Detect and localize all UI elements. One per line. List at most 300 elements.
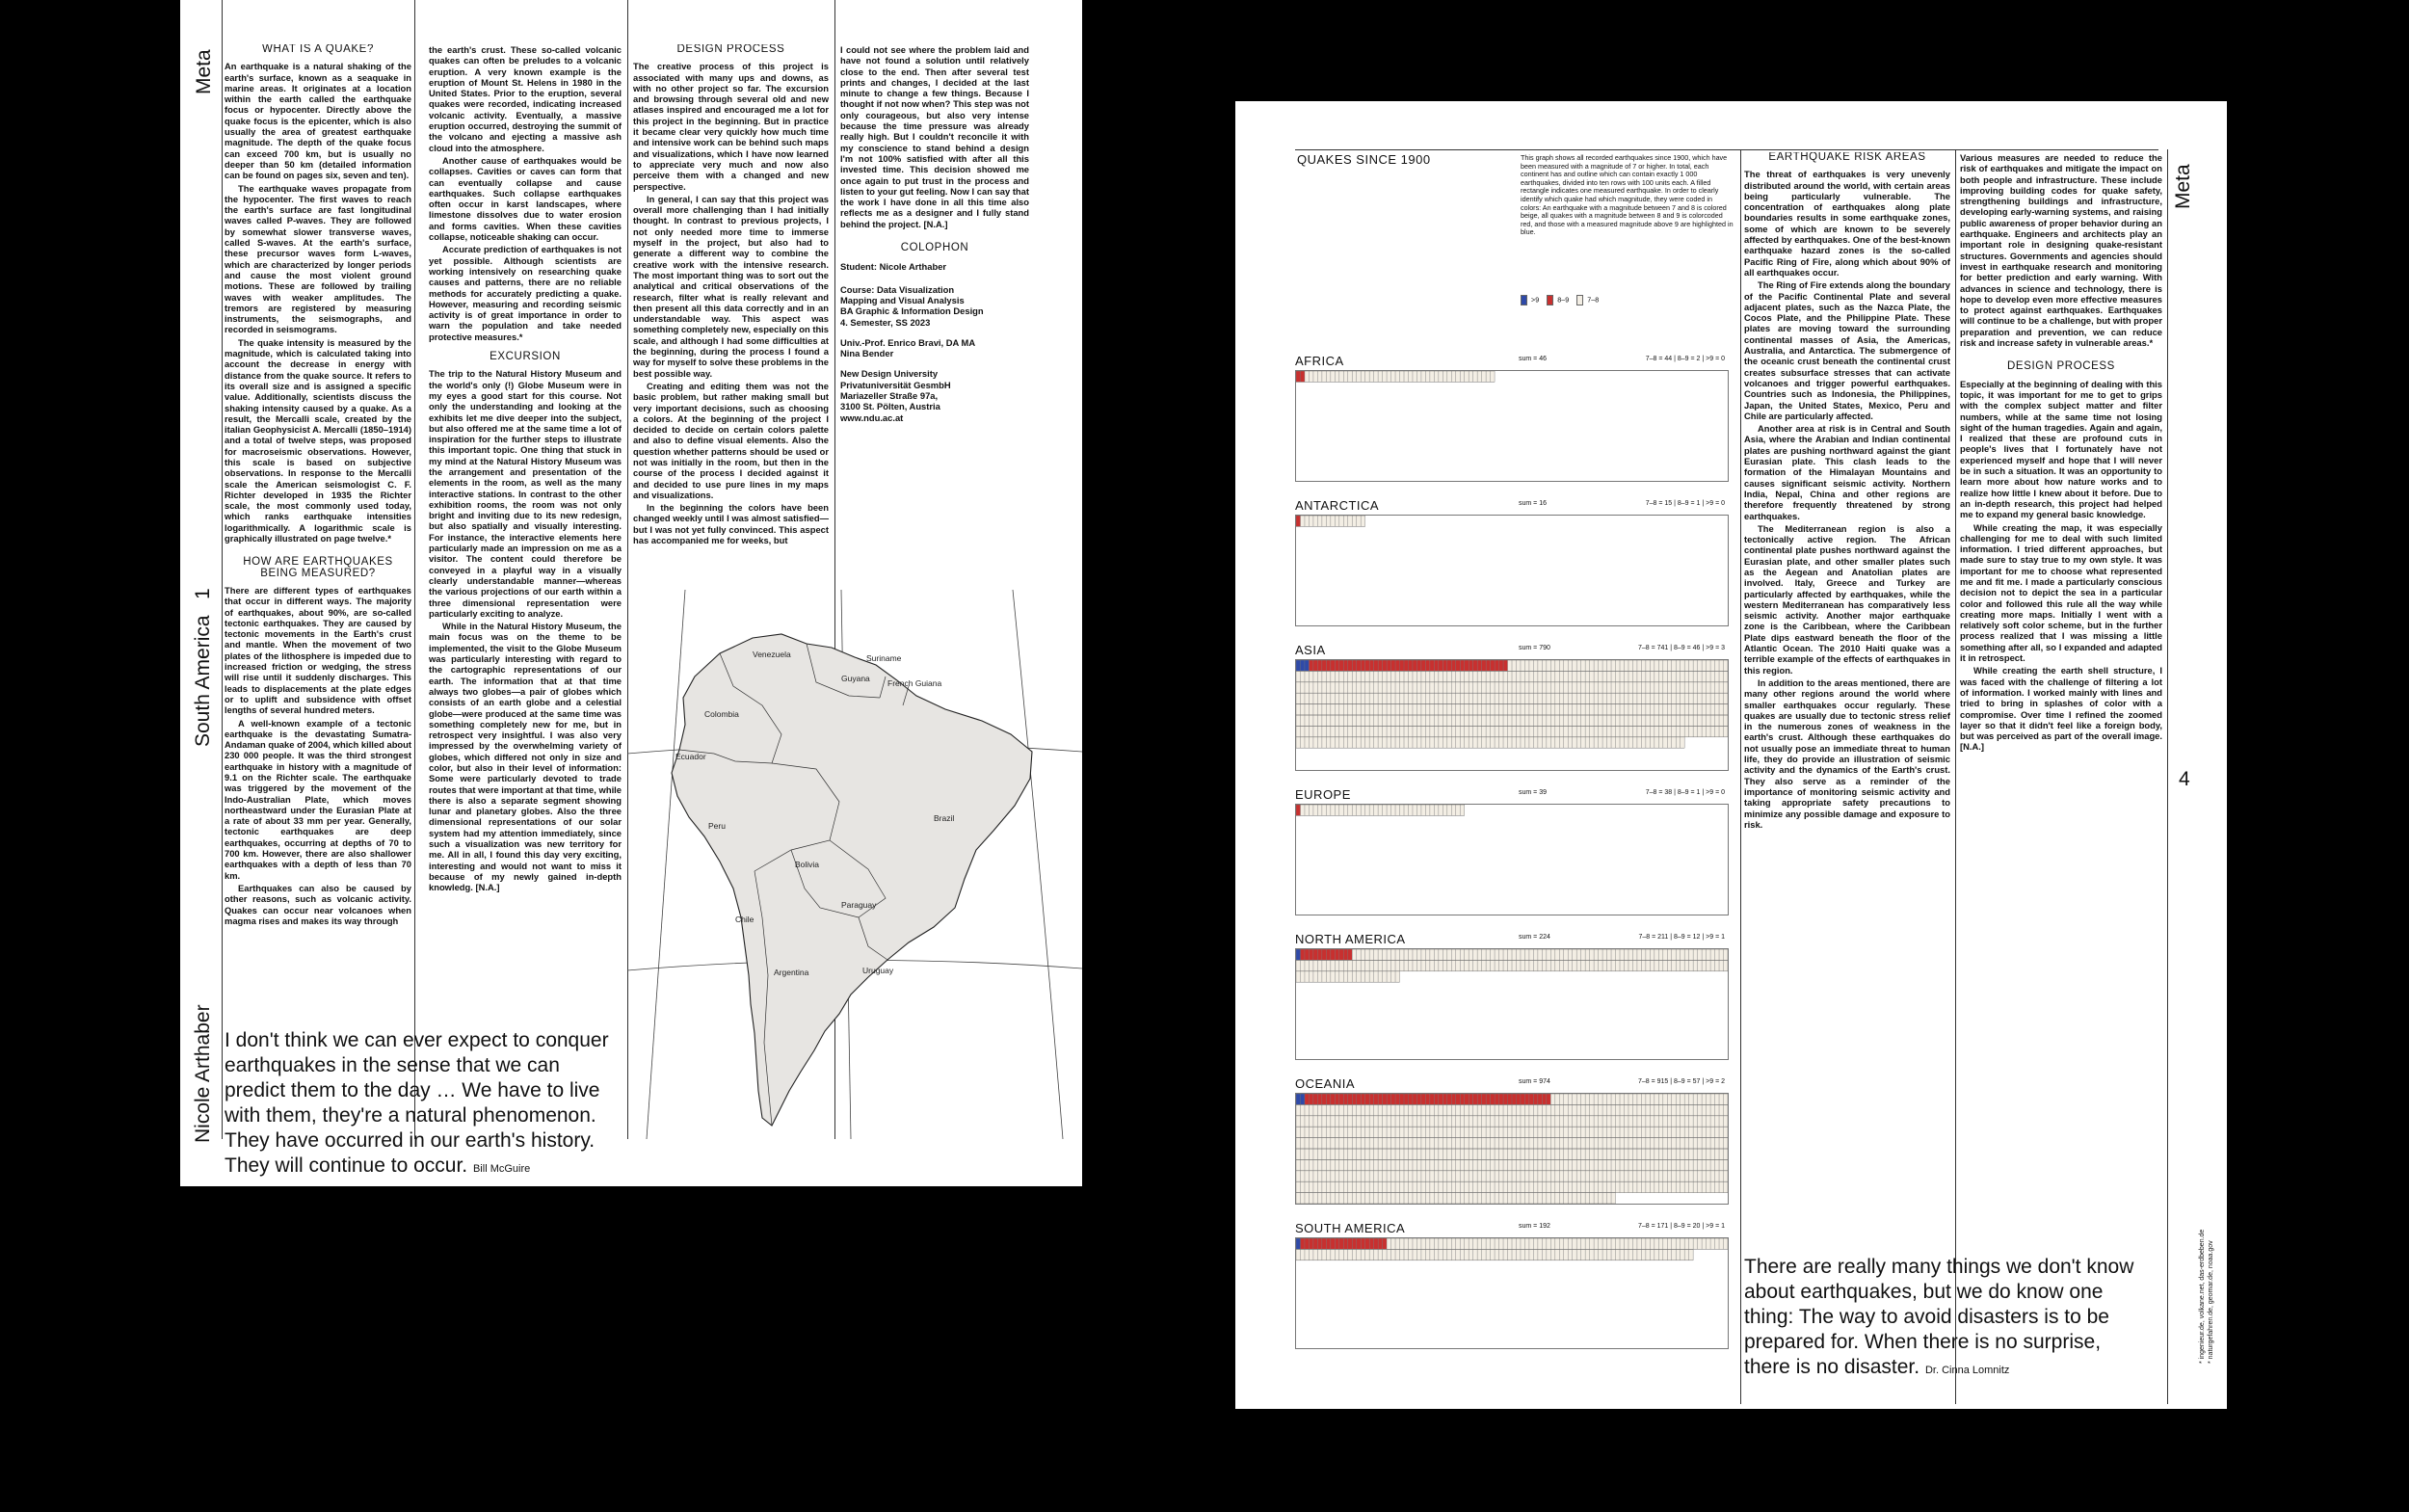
quake-cell-7-8 — [1317, 1138, 1321, 1149]
quake-cell-7-8 — [1331, 1138, 1335, 1149]
quake-cell-7-8 — [1486, 671, 1490, 681]
quake-cell-7-8 — [1313, 1159, 1317, 1170]
quake-cell-7-8 — [1581, 1181, 1585, 1192]
quake-cell-7-8 — [1387, 1193, 1390, 1204]
quake-cell-8-9 — [1313, 1094, 1317, 1104]
quake-cell-7-8 — [1443, 805, 1446, 815]
quake-cell-7-8 — [1300, 737, 1304, 748]
quake-cell-7-8 — [1568, 1181, 1572, 1192]
quake-cell-7-8 — [1447, 726, 1451, 736]
quake-cell-7-8 — [1378, 949, 1382, 960]
quake-cell-7-8 — [1676, 1104, 1680, 1115]
quake-cell-7-8 — [1322, 704, 1326, 715]
quake-cell-7-8 — [1529, 1104, 1533, 1115]
quake-cell-7-8 — [1465, 1149, 1469, 1159]
quake-cell-7-8 — [1516, 1193, 1520, 1204]
quake-cell-7-8 — [1352, 715, 1356, 726]
quake-cell-7-8 — [1637, 1159, 1641, 1170]
quake-cell-7-8 — [1724, 660, 1728, 671]
quake-cell-7-8 — [1658, 1181, 1662, 1192]
quake-cell-8-9 — [1516, 1094, 1520, 1104]
footnote-line: * naturgefahren.de, geomar.de, noaa.gov — [2208, 1240, 2214, 1364]
quake-cell-7-8 — [1374, 1171, 1378, 1181]
quake-cell-7-8 — [1408, 693, 1412, 703]
quake-cell-7-8 — [1305, 1249, 1309, 1260]
quake-cell-8-9 — [1339, 1238, 1343, 1249]
quake-cell-7-8 — [1607, 1181, 1611, 1192]
quake-cell-7-8 — [1305, 1127, 1309, 1137]
quake-cell-8-9 — [1296, 371, 1300, 382]
quake-cell-7-8 — [1460, 726, 1464, 736]
quake-cell-7-8 — [1300, 704, 1304, 715]
quake-cell-7-8 — [1309, 516, 1312, 526]
quake-cell-7-8 — [1547, 704, 1550, 715]
quake-cell-7-8 — [1503, 1127, 1507, 1137]
quake-cell-7-8 — [1573, 1181, 1576, 1192]
quake-cell-7-8 — [1503, 1116, 1507, 1127]
quake-cell-7-8 — [1335, 1104, 1338, 1115]
quake-cell-7-8 — [1533, 1159, 1537, 1170]
map-label-chile: Chile — [735, 915, 754, 924]
quake-cell-7-8 — [1599, 960, 1602, 970]
quake-cell-7-8 — [1425, 1249, 1429, 1260]
quake-cell-7-8 — [1585, 1104, 1589, 1115]
quake-cell-7-8 — [1576, 1238, 1580, 1249]
quake-cell-7-8 — [1339, 1181, 1343, 1192]
quake-cell-7-8 — [1681, 1249, 1684, 1260]
quake-cell-7-8 — [1383, 960, 1387, 970]
quake-cell-7-8 — [1404, 1149, 1408, 1159]
quake-cell-7-8 — [1374, 1127, 1378, 1137]
quake-cell-7-8 — [1413, 371, 1416, 382]
quake-cell-7-8 — [1499, 960, 1503, 970]
quake-cell-7-8 — [1616, 660, 1620, 671]
quake-cell-7-8 — [1693, 1171, 1697, 1181]
quake-cell-7-8 — [1599, 1238, 1602, 1249]
quake-cell-7-8 — [1538, 960, 1542, 970]
quake-cell-7-8 — [1508, 1149, 1512, 1159]
quake-cell-7-8 — [1460, 1171, 1464, 1181]
quake-cell-7-8 — [1369, 1249, 1373, 1260]
chart-sum: sum = 192 — [1519, 1223, 1550, 1230]
quake-cell-7-8 — [1710, 1104, 1714, 1115]
quake-cell-7-8 — [1607, 1116, 1611, 1127]
quake-cell-7-8 — [1681, 1094, 1684, 1104]
quake-cell-7-8 — [1305, 715, 1309, 726]
quake-cell-8-9 — [1357, 660, 1361, 671]
quake-cell-7-8 — [1693, 1138, 1697, 1149]
quake-cell-8-9 — [1305, 949, 1309, 960]
quake-cell-7-8 — [1357, 1138, 1361, 1149]
quake-cell-7-8 — [1305, 1149, 1309, 1159]
quake-cell-7-8 — [1590, 704, 1594, 715]
quake-cell-7-8 — [1335, 1171, 1338, 1181]
quake-cell-7-8 — [1689, 949, 1693, 960]
quake-cell-7-8 — [1599, 737, 1602, 748]
quake-cell-7-8 — [1693, 1116, 1697, 1127]
quake-cell-7-8 — [1602, 949, 1606, 960]
quake-cell-7-8 — [1602, 1249, 1606, 1260]
quake-cell-7-8 — [1512, 660, 1516, 671]
quake-cell-7-8 — [1365, 1159, 1369, 1170]
quake-cell-7-8 — [1305, 1138, 1309, 1149]
quake-cell-7-8 — [1443, 960, 1446, 970]
quake-cell-7-8 — [1508, 1138, 1512, 1149]
quake-cell-7-8 — [1430, 682, 1434, 693]
quake-cell-7-8 — [1602, 1171, 1606, 1181]
quake-cell-7-8 — [1482, 1138, 1486, 1149]
quake-cell-7-8 — [1503, 704, 1507, 715]
quake-cell-7-8 — [1309, 1116, 1312, 1127]
quake-cell-7-8 — [1607, 1104, 1611, 1115]
chart-sum: sum = 224 — [1519, 934, 1550, 941]
heading-how-measured: HOW ARE EARTHQUAKES BEING MEASURED? — [243, 556, 393, 579]
quake-cell-7-8 — [1550, 682, 1554, 693]
quake-cell-7-8 — [1369, 1104, 1373, 1115]
quake-cell-7-8 — [1378, 1138, 1382, 1149]
chart-africa — [1295, 354, 1727, 484]
quake-cell-7-8 — [1460, 1149, 1464, 1159]
quake-cell-7-8 — [1296, 1193, 1300, 1204]
quake-cell-7-8 — [1681, 704, 1684, 715]
quake-cell-7-8 — [1331, 371, 1335, 382]
quake-cell-7-8 — [1715, 1238, 1719, 1249]
quake-cell-7-8 — [1646, 737, 1650, 748]
quake-cell-7-8 — [1707, 1127, 1710, 1137]
column-rule — [1955, 149, 1956, 1404]
quake-cell-7-8 — [1529, 1193, 1533, 1204]
quake-cell-7-8 — [1663, 1116, 1667, 1127]
quake-cell-7-8 — [1369, 371, 1373, 382]
quake-cell-7-8 — [1313, 693, 1317, 703]
quake-cell-7-8 — [1400, 1104, 1404, 1115]
quake-cell-8-9 — [1542, 1094, 1546, 1104]
quake-cell-7-8 — [1624, 1159, 1628, 1170]
quake-cell-7-8 — [1313, 971, 1317, 982]
quake-cell-7-8 — [1607, 1127, 1611, 1137]
quake-cell-7-8 — [1322, 715, 1326, 726]
quake-cell-7-8 — [1443, 693, 1446, 703]
quake-cell-7-8 — [1460, 1138, 1464, 1149]
quake-cell-7-8 — [1421, 671, 1425, 681]
quake-cell-7-8 — [1602, 693, 1606, 703]
quake-cell-7-8 — [1326, 1159, 1330, 1170]
quake-cell-7-8 — [1672, 1138, 1676, 1149]
quake-cell-7-8 — [1486, 1159, 1490, 1170]
quake-cell-7-8 — [1602, 737, 1606, 748]
quake-cell-7-8 — [1296, 1171, 1300, 1181]
quake-cell-7-8 — [1395, 1116, 1399, 1127]
quake-cell-8-9 — [1361, 1094, 1364, 1104]
quake-cell-7-8 — [1361, 704, 1364, 715]
quake-cell-7-8 — [1365, 971, 1369, 982]
quake-cell-7-8 — [1564, 960, 1568, 970]
quake-cell-7-8 — [1663, 949, 1667, 960]
quake-cell-7-8 — [1331, 682, 1335, 693]
quake-cell-7-8 — [1576, 1138, 1580, 1149]
quake-cell-7-8 — [1391, 1127, 1395, 1137]
quake-cell-7-8 — [1469, 1138, 1472, 1149]
quake-cell-7-8 — [1369, 737, 1373, 748]
quake-cell-7-8 — [1624, 715, 1628, 726]
quake-cell-8-9 — [1300, 1238, 1304, 1249]
quake-cell-7-8 — [1443, 704, 1446, 715]
quake-cell-7-8 — [1646, 660, 1650, 671]
quake-cell-7-8 — [1361, 671, 1364, 681]
quake-cell-7-8 — [1611, 682, 1615, 693]
quake-cell-7-8 — [1724, 671, 1728, 681]
quake-cell-7-8 — [1383, 1181, 1387, 1192]
quake-cell-7-8 — [1447, 1138, 1451, 1149]
quake-cell-7-8 — [1300, 693, 1304, 703]
quake-cell-7-8 — [1650, 1249, 1654, 1260]
quake-cell-7-8 — [1425, 726, 1429, 736]
quake-cell-7-8 — [1477, 1138, 1481, 1149]
quake-cell-7-8 — [1430, 1159, 1434, 1170]
quake-cell-7-8 — [1616, 1181, 1620, 1192]
quake-cell-7-8 — [1646, 1127, 1650, 1137]
quake-cell-7-8 — [1305, 1159, 1309, 1170]
quake-cell-7-8 — [1547, 1238, 1550, 1249]
quake-cell-7-8 — [1632, 1127, 1636, 1137]
quake-cell-7-8 — [1594, 949, 1598, 960]
quake-cell-7-8 — [1369, 1181, 1373, 1192]
quake-cell-7-8 — [1620, 1094, 1624, 1104]
quake-cell-8-9 — [1495, 660, 1498, 671]
quake-cell-7-8 — [1465, 737, 1469, 748]
quake-cell-7-8 — [1529, 671, 1533, 681]
quake-cell-7-8 — [1477, 1104, 1481, 1115]
quake-cell-7-8 — [1383, 1138, 1387, 1149]
quake-cell-7-8 — [1335, 971, 1338, 982]
quake-cell-7-8 — [1473, 960, 1477, 970]
quake-cell-7-8 — [1616, 1238, 1620, 1249]
quake-cell-7-8 — [1512, 1138, 1516, 1149]
quake-cell-7-8 — [1443, 1193, 1446, 1204]
quake-cell-8-9 — [1313, 660, 1317, 671]
quake-cell-7-8 — [1357, 693, 1361, 703]
quake-cell-7-8 — [1533, 1238, 1537, 1249]
quake-cell-7-8 — [1655, 960, 1658, 970]
quake-cell-7-8 — [1491, 726, 1495, 736]
quake-cell-7-8 — [1590, 660, 1594, 671]
text-column-4 — [840, 44, 1029, 584]
quake-cell-8-9 — [1521, 1094, 1524, 1104]
quake-cell-7-8 — [1447, 1127, 1451, 1137]
quake-cell-7-8 — [1524, 1193, 1528, 1204]
quake-cell-7-8 — [1676, 1116, 1680, 1127]
quake-cell-7-8 — [1628, 737, 1632, 748]
quake-cell-7-8 — [1460, 1127, 1464, 1137]
quake-cell-7-8 — [1416, 1238, 1420, 1249]
quake-cell-7-8 — [1309, 1138, 1312, 1149]
quake-cell-7-8 — [1317, 671, 1321, 681]
quake-cell-8-9 — [1421, 1094, 1425, 1104]
quake-cell-7-8 — [1335, 726, 1338, 736]
quake-cell-7-8 — [1529, 1181, 1533, 1192]
quake-cell-7-8 — [1641, 1104, 1645, 1115]
quake-cell-7-8 — [1482, 1149, 1486, 1159]
quake-cell-7-8 — [1719, 660, 1723, 671]
quake-cell-8-9 — [1326, 660, 1330, 671]
quake-cell-7-8 — [1529, 1159, 1533, 1170]
quake-cell-7-8 — [1413, 682, 1416, 693]
quake-cell-7-8 — [1391, 671, 1395, 681]
map-label-peru: Peru — [708, 821, 726, 831]
quake-cell-7-8 — [1508, 1249, 1512, 1260]
quake-cell-7-8 — [1724, 693, 1728, 703]
quake-cell-7-8 — [1599, 726, 1602, 736]
heading-colophon: COLOPHON — [900, 242, 969, 254]
quake-cell-7-8 — [1352, 671, 1356, 681]
quake-cell-7-8 — [1632, 682, 1636, 693]
quake-cell-7-8 — [1628, 1238, 1632, 1249]
quake-cell-7-8 — [1658, 949, 1662, 960]
quake-cell-7-8 — [1374, 1193, 1378, 1204]
quake-cell-7-8 — [1495, 1116, 1498, 1127]
quake-cell-7-8 — [1533, 1181, 1537, 1192]
quake-cell-7-8 — [1650, 960, 1654, 970]
quake-cell-7-8 — [1585, 1094, 1589, 1104]
quake-cell-7-8 — [1529, 1149, 1533, 1159]
quake-cell-7-8 — [1369, 726, 1373, 736]
quake-cell-7-8 — [1646, 1116, 1650, 1127]
quake-cell-7-8 — [1369, 1127, 1373, 1137]
quote-line: prepared for. When there is no surprise, — [1744, 1331, 2102, 1353]
quake-cell-7-8 — [1491, 1159, 1495, 1170]
quake-cell-7-8 — [1365, 371, 1369, 382]
margin-rule — [2167, 149, 2168, 1404]
chart-split: 7–8 = 211 | 8–9 = 12 | >9 = 1 — [1638, 934, 1725, 941]
quake-cell-7-8 — [1348, 960, 1352, 970]
quake-cell-7-8 — [1413, 960, 1416, 970]
quake-cell-7-8 — [1641, 693, 1645, 703]
quake-cell-8-9 — [1486, 1094, 1490, 1104]
quake-cell-7-8 — [1348, 1104, 1352, 1115]
quake-cell-7-8 — [1361, 1249, 1364, 1260]
quake-cell-7-8 — [1620, 1181, 1624, 1192]
quake-cell-7-8 — [1521, 671, 1524, 681]
quake-cell-7-8 — [1707, 1116, 1710, 1127]
quake-cell-7-8 — [1495, 960, 1498, 970]
quake-cell-7-8 — [1305, 704, 1309, 715]
quake-cell-7-8 — [1719, 693, 1723, 703]
quake-cell-7-8 — [1663, 1249, 1667, 1260]
quake-cell-7-8 — [1512, 1171, 1516, 1181]
quake-cell-7-8 — [1512, 682, 1516, 693]
quake-cell-7-8 — [1378, 1193, 1382, 1204]
quake-cell-7-8 — [1508, 660, 1512, 671]
quake-cell-7-8 — [1576, 1094, 1580, 1104]
quote-source: Bill McGuire — [472, 1163, 531, 1175]
quake-cell-over-9 — [1300, 660, 1304, 671]
quake-cell-7-8 — [1620, 1159, 1624, 1170]
quake-cell-7-8 — [1594, 1116, 1598, 1127]
quake-cell-7-8 — [1443, 715, 1446, 726]
quake-cell-7-8 — [1710, 1238, 1714, 1249]
quake-cell-7-8 — [1599, 1104, 1602, 1115]
quake-cell-7-8 — [1628, 1171, 1632, 1181]
chart-split: 7–8 = 38 | 8–9 = 1 | >9 = 0 — [1645, 789, 1725, 796]
quake-cell-7-8 — [1681, 1116, 1684, 1127]
quake-cell-7-8 — [1495, 726, 1498, 736]
quake-cell-7-8 — [1573, 1116, 1576, 1127]
quake-cell-7-8 — [1684, 682, 1688, 693]
quake-cell-7-8 — [1602, 704, 1606, 715]
south-america-map — [627, 590, 1082, 1139]
quake-cell-7-8 — [1352, 1138, 1356, 1149]
quake-cell-7-8 — [1632, 660, 1636, 671]
quake-cell-7-8 — [1585, 693, 1589, 703]
quake-cell-7-8 — [1391, 971, 1395, 982]
quake-cell-7-8 — [1516, 682, 1520, 693]
quake-cell-7-8 — [1477, 1249, 1481, 1260]
quake-cell-7-8 — [1684, 960, 1688, 970]
quake-cell-7-8 — [1611, 960, 1615, 970]
quake-cell-7-8 — [1550, 1171, 1554, 1181]
quake-cell-7-8 — [1300, 971, 1304, 982]
quake-cell-7-8 — [1495, 949, 1498, 960]
quake-cell-7-8 — [1632, 1249, 1636, 1260]
quake-cell-7-8 — [1335, 1149, 1338, 1159]
legend-label: 7–8 — [1587, 295, 1600, 305]
quake-cell-7-8 — [1383, 1159, 1387, 1170]
quake-cell-7-8 — [1451, 671, 1455, 681]
quake-cell-7-8 — [1439, 1159, 1443, 1170]
quake-cell-7-8 — [1348, 726, 1352, 736]
quake-cell-7-8 — [1715, 715, 1719, 726]
quake-cell-8-9 — [1357, 1094, 1361, 1104]
paragraph: In general, I can say that this project was overall more challenging than I had initially thought. In contrast to previous projects, I not only needed more time to immerse myself in the project, but also had to generate a different way to combine the creative work with the intensive research. The most important thing was to sort out the analytical and critical observations of the research, filter what is really relevant and then present all this data correctly and in an understandable way. This aspect was something completely new, especially on this scale, and although I had some difficulties at the beginning, during the process I found a way for myself to solve these problems in the best possible way. — [633, 193, 829, 379]
quake-cell-7-8 — [1524, 1159, 1528, 1170]
quake-cell-8-9 — [1430, 660, 1434, 671]
quake-cell-7-8 — [1628, 660, 1632, 671]
quake-cell-7-8 — [1602, 1181, 1606, 1192]
quake-cell-7-8 — [1495, 1238, 1498, 1249]
quake-cell-7-8 — [1460, 960, 1464, 970]
quake-cell-7-8 — [1387, 737, 1390, 748]
quake-cell-7-8 — [1482, 693, 1486, 703]
chart-explanation: This graph shows all recorded earthquakes since 1900, which have been measured with a magnitude of 7 or higher. In total, each continent has and outline which can contain exactly 1 000 earthquakes, divided into ten rows with 100 units each. A filled rectangle indicates one measured earthquake. In order to clearly identify which quake had which magnitude, they were coded in colors: An earthquake with a magnitude between 7 and 8 is colored beige, all quakes with a magnitude between 8 and 9 is colorcoded red, and those with a measured magnitude above 9 are highlighted in blue. — [1521, 153, 1734, 237]
quake-cell-7-8 — [1707, 1181, 1710, 1192]
chart-oceania — [1295, 1076, 1727, 1207]
quake-cell-7-8 — [1590, 737, 1594, 748]
quake-cell-7-8 — [1715, 1116, 1719, 1127]
quake-cell-7-8 — [1611, 1238, 1615, 1249]
quake-cell-7-8 — [1317, 1159, 1321, 1170]
quake-cell-7-8 — [1602, 1193, 1606, 1204]
quake-cell-7-8 — [1499, 1138, 1503, 1149]
quake-cell-8-9 — [1317, 1094, 1321, 1104]
quake-cell-7-8 — [1599, 1138, 1602, 1149]
quake-cell-7-8 — [1369, 960, 1373, 970]
quake-cell-7-8 — [1378, 1149, 1382, 1159]
quake-cell-7-8 — [1707, 1159, 1710, 1170]
quake-cell-7-8 — [1573, 671, 1576, 681]
quake-cell-8-9 — [1326, 1238, 1330, 1249]
quake-cell-7-8 — [1313, 704, 1317, 715]
quake-cell-7-8 — [1650, 682, 1654, 693]
quake-cell-7-8 — [1491, 704, 1495, 715]
quake-cell-7-8 — [1374, 1104, 1378, 1115]
quake-cell-7-8 — [1693, 715, 1697, 726]
quake-cell-7-8 — [1516, 726, 1520, 736]
quake-cell-7-8 — [1421, 1249, 1425, 1260]
quake-cell-7-8 — [1573, 960, 1576, 970]
quake-cell-7-8 — [1637, 1171, 1641, 1181]
quake-cell-7-8 — [1641, 960, 1645, 970]
quake-cell-7-8 — [1331, 971, 1335, 982]
